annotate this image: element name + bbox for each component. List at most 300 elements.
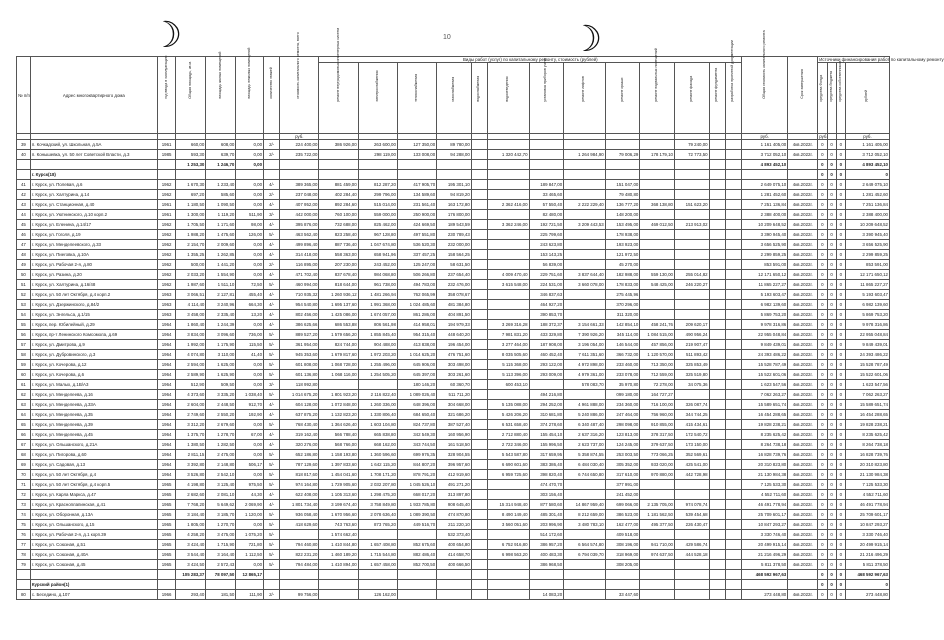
cell-area-np: 0,00 bbox=[236, 360, 264, 370]
cell-area-total: 3 544,40 bbox=[176, 550, 206, 560]
cell-fin-total: 3 330 746,40 bbox=[845, 530, 889, 540]
cell-floors: 4/- bbox=[264, 320, 280, 330]
cell-area-np: 0,00 bbox=[236, 380, 264, 390]
cell-year bbox=[157, 570, 175, 580]
cell-fin-total: 2 299 859,25 bbox=[845, 250, 889, 260]
cell-fin-2: 0 bbox=[827, 240, 836, 250]
cell-no: 80 bbox=[17, 590, 31, 600]
cell-year: 1965 bbox=[157, 500, 175, 510]
cell-work-7: 374 278,60 bbox=[529, 420, 564, 430]
cell-year: 1962 bbox=[157, 180, 175, 190]
cell-floors: 4/- bbox=[264, 500, 280, 510]
cell-work-6 bbox=[487, 160, 529, 170]
cell-fin-3: 0 bbox=[836, 560, 845, 570]
cell-area-res: 2 081,10 bbox=[206, 490, 236, 500]
cell-no: 59 bbox=[17, 360, 31, 370]
cell-area-res: 1 246,70 bbox=[206, 160, 236, 170]
cell-work-5 bbox=[471, 290, 487, 300]
cell-area-total: 1 355,25 bbox=[176, 250, 206, 260]
cell-work-7: 189 847,00 bbox=[529, 180, 564, 190]
table-row bbox=[17, 410, 890, 420]
cell-fin-total: 21 130 984,38 bbox=[845, 470, 889, 480]
cell-work-4 bbox=[437, 170, 472, 180]
cell-year: 1965 bbox=[157, 510, 175, 520]
cell-floors: 5/- bbox=[264, 520, 280, 530]
cell-date: 4кв.2022г. bbox=[788, 210, 818, 220]
cell-work-10 bbox=[640, 160, 675, 170]
cell-work-3: 536 520,30 bbox=[397, 240, 436, 250]
cell-work-9: 366 732,00 bbox=[605, 350, 640, 360]
cell-work-5 bbox=[471, 560, 487, 570]
cell-fin-2: 0 bbox=[827, 370, 836, 380]
header-c6: водоотведения bbox=[487, 63, 529, 134]
cell-total: 4 893 452,10 bbox=[742, 160, 788, 170]
table-row bbox=[17, 500, 890, 510]
cell-work-7: 390 853,70 bbox=[529, 310, 564, 320]
cell-area-total: 1 180,50 bbox=[176, 200, 206, 210]
cell-fin-3: 0 bbox=[836, 480, 845, 490]
cell-work-1: 1 072 848,00 bbox=[319, 400, 358, 410]
cell-fin-2: 0 bbox=[827, 440, 836, 450]
cell-fin-2: 0 bbox=[827, 150, 836, 160]
header-c11: ремонт фасада bbox=[674, 63, 709, 134]
cell-work-12 bbox=[709, 480, 725, 490]
cell-work-1: 1 460 189,20 bbox=[319, 550, 358, 560]
cell-work-11: 442 728,98 bbox=[674, 470, 709, 480]
cell-work-3 bbox=[397, 580, 436, 590]
cell-work-4: 414 658,70 bbox=[437, 550, 472, 560]
cell-date: 4кв.2022г. bbox=[788, 530, 818, 540]
cell-work-10 bbox=[640, 170, 675, 180]
cell-work-11: 213 913,02 bbox=[674, 220, 709, 230]
cell-work-9: 298 098,00 bbox=[605, 420, 640, 430]
cell-work-6: 6 531 658,40 bbox=[487, 420, 529, 430]
cell-area-np: 0,00 bbox=[236, 190, 264, 200]
cell-floors: 2/- bbox=[264, 190, 280, 200]
cell-work-10: 559 130,00 bbox=[640, 270, 675, 280]
cell-work-7: 188 372,37 bbox=[529, 320, 564, 330]
cell-work-9: 275 445,96 bbox=[605, 290, 640, 300]
cell-fin-total: 15 522 601,06 bbox=[845, 370, 889, 380]
cell-work-2 bbox=[358, 380, 397, 390]
cell-work-13 bbox=[725, 220, 741, 230]
cell-work-3: 684 650,40 bbox=[397, 410, 436, 420]
cell-fin-1: 0 bbox=[818, 540, 827, 550]
cell-work-9: 193 923,00 bbox=[605, 240, 640, 250]
cell-work-13 bbox=[725, 310, 741, 320]
cell-area-total: 593,30 bbox=[176, 150, 206, 160]
cell-work-5 bbox=[471, 160, 487, 170]
cell-work-8 bbox=[564, 590, 606, 600]
cell-fin-3: 0 bbox=[836, 500, 845, 510]
cell-work-10 bbox=[640, 240, 675, 250]
cell-area-res bbox=[206, 580, 236, 590]
cell-date bbox=[788, 570, 818, 580]
cell-work-7: 82 480,00 bbox=[529, 210, 564, 220]
cell-fin-1: 0 bbox=[818, 370, 827, 380]
cell-work-8: 2 637 316,20 bbox=[564, 430, 606, 440]
cell-work-12 bbox=[709, 390, 725, 400]
cell-fin-3: 0 bbox=[836, 570, 845, 580]
cell-date: 4кв.2022г. bbox=[788, 180, 818, 190]
cell-area-np: 0,00 bbox=[236, 440, 264, 450]
cell-work-8: 14 867 959,40 bbox=[564, 500, 606, 510]
cell-area-res: 5 649,62 bbox=[206, 500, 236, 510]
cell-work-7: 33 465,60 bbox=[529, 190, 564, 200]
cell-work-4: 303 261,60 bbox=[437, 370, 472, 380]
cell-address: г. Курск, ул. Менделеева, д.33А bbox=[30, 400, 157, 410]
cell-work-9: 146 544,00 bbox=[605, 340, 640, 350]
cell-fin-1: 0 bbox=[818, 340, 827, 350]
cell-work-10: 457 856,00 bbox=[640, 340, 675, 350]
cell-fin-2: 0 bbox=[827, 590, 836, 600]
cell-fin-1: 0 bbox=[818, 410, 827, 420]
cell-fin-total: 853 591,00 bbox=[845, 260, 889, 270]
cell-year: 1963 bbox=[157, 300, 175, 310]
table-row bbox=[17, 230, 890, 240]
cell-work-2: 1 260 336,00 bbox=[358, 400, 397, 410]
cell-work-11 bbox=[674, 300, 709, 310]
cell-address: г. Курск, ул. Халтурина, д.14 bbox=[30, 190, 157, 200]
cell-work-4: 476 751,60 bbox=[437, 350, 472, 360]
cell-work-13 bbox=[725, 450, 741, 460]
cell-sum bbox=[280, 170, 319, 180]
cell-work-11: 490 956,24 bbox=[674, 330, 709, 340]
cell-no: 67 bbox=[17, 440, 31, 450]
cell-fin-2: 0 bbox=[827, 510, 836, 520]
cell-date: 4кв.2022г. bbox=[788, 360, 818, 370]
cell-date bbox=[788, 580, 818, 590]
cell-fin-total: 8 235 625,42 bbox=[845, 430, 889, 440]
cell-fin-1: 0 bbox=[818, 450, 827, 460]
cell-fin-3: 0 bbox=[836, 250, 845, 260]
cell-year: 1964 bbox=[157, 450, 175, 460]
cell-fin-total: 7 062 263,27 bbox=[845, 390, 889, 400]
cell-work-11: 326 087,74 bbox=[674, 400, 709, 410]
cell-work-10: 1 120 570,00 bbox=[640, 350, 675, 360]
cell-work-7: 243 623,80 bbox=[529, 240, 564, 250]
cell-date: 4кв.2022г. bbox=[788, 440, 818, 450]
cell-total: 21 216 496,29 bbox=[742, 550, 788, 560]
cell-work-11 bbox=[674, 250, 709, 260]
cell-work-6: 2 722 346,00 bbox=[487, 440, 529, 450]
cell-fin-3: 0 bbox=[836, 150, 845, 160]
cell-sum: 314 418,00 bbox=[280, 250, 319, 260]
cell-work-5 bbox=[471, 440, 487, 450]
cell-fin-2: 0 bbox=[827, 380, 836, 390]
cell-fin-3: 0 bbox=[836, 340, 845, 350]
cell-fin-1: 0 bbox=[818, 550, 827, 560]
cell-sum: 768 430,40 bbox=[280, 420, 319, 430]
cell-fin-total: 1 623 547,56 bbox=[845, 380, 889, 390]
cell-area-np: 192,90 bbox=[236, 410, 264, 420]
cell-area-res: 1 119,20 bbox=[206, 210, 236, 220]
cell-fin-2: 0 bbox=[827, 460, 836, 470]
cell-work-1: 760 100,00 bbox=[319, 210, 358, 220]
cell-fin-total: 468 592 967,63 bbox=[845, 570, 889, 580]
cell-work-9 bbox=[605, 140, 640, 150]
cell-work-4: 230 789,43 bbox=[437, 230, 472, 240]
cell-work-10 bbox=[640, 590, 675, 600]
cell-work-11 bbox=[674, 160, 709, 170]
cell-address: г. Курск, ул. Пиеrовка, д.10А bbox=[30, 250, 157, 260]
cell-work-8 bbox=[564, 480, 606, 490]
cell-work-8: 6 340 487,40 bbox=[564, 420, 606, 430]
cell-work-13 bbox=[725, 350, 741, 360]
cell-floors: 5/- bbox=[264, 460, 280, 470]
cell-fin-3: 0 bbox=[836, 380, 845, 390]
cell-work-13 bbox=[725, 280, 741, 290]
cell-work-9: 233 460,00 bbox=[605, 360, 640, 370]
cell-fin-2: 0 bbox=[827, 330, 836, 340]
cell-fin-3: 0 bbox=[836, 320, 845, 330]
cell-work-7: 56 839,00 bbox=[529, 260, 564, 270]
table-row bbox=[17, 360, 890, 370]
cell-work-3: 337 457,25 bbox=[397, 250, 436, 260]
cell-fin-3: 0 bbox=[836, 390, 845, 400]
cell-fin-2: 0 bbox=[827, 450, 836, 460]
cell-date: 4кв.2022г. bbox=[788, 280, 818, 290]
header-address: Адрес многоквартирного дома bbox=[30, 57, 157, 134]
cell-fin-3: 0 bbox=[836, 140, 845, 150]
cell-work-12 bbox=[709, 330, 725, 340]
cell-sum: 499 896,40 bbox=[280, 240, 319, 250]
cell-area-np: 1 120,00 bbox=[236, 510, 264, 520]
cell-floors: 4/- bbox=[264, 410, 280, 420]
cell-no: 74 bbox=[17, 510, 31, 520]
cell-date: 4кв.2022г. bbox=[788, 260, 818, 270]
cell-work-3: 497 551,80 bbox=[397, 230, 436, 240]
cell-work-6: 3 269 316,28 bbox=[487, 320, 529, 330]
cell-fin-3: 0 bbox=[836, 510, 845, 520]
cell-fin-1: 0 bbox=[818, 200, 827, 210]
cell-work-11: 344 744,25 bbox=[674, 410, 709, 420]
cell-work-8 bbox=[564, 160, 606, 170]
header-area-total: Общая площадь, кв.м. bbox=[176, 57, 206, 134]
table-row bbox=[17, 440, 890, 450]
header-year: год ввода в эксплуатацию bbox=[157, 57, 175, 134]
cell-work-1: 1 695 137,60 bbox=[319, 300, 358, 310]
cell-work-7: 57 550,40 bbox=[529, 200, 564, 210]
cell-address: г. Курск, ул. Малых, д.1В/А3 bbox=[30, 380, 157, 390]
cell-work-6 bbox=[487, 580, 529, 590]
cell-no: 47 bbox=[17, 240, 31, 250]
cell-area-total: 1 805,00 bbox=[176, 520, 206, 530]
cell-total bbox=[742, 170, 788, 180]
cell-no: 51 bbox=[17, 280, 31, 290]
cell-work-3: 699 976,35 bbox=[397, 450, 436, 460]
cell-work-2 bbox=[358, 160, 397, 170]
cell-work-11: 151 623,20 bbox=[674, 200, 709, 210]
cell-fin-total: 15 589 651,74 bbox=[845, 400, 889, 410]
cell-date: 4кв.2022г. bbox=[788, 370, 818, 380]
header-c12: ремонт фундамента bbox=[709, 63, 725, 134]
cell-work-1 bbox=[319, 160, 358, 170]
cell-fin-2: 0 bbox=[827, 310, 836, 320]
table-row bbox=[17, 400, 890, 410]
cell-work-1: 1 132 823,20 bbox=[319, 410, 358, 420]
cell-work-9 bbox=[605, 160, 640, 170]
cell-work-3: 1 089 390,50 bbox=[397, 510, 436, 520]
cell-work-9: 233 078,00 bbox=[605, 370, 640, 380]
cell-work-6 bbox=[487, 210, 529, 220]
cell-total: 5 811 378,50 bbox=[742, 560, 788, 570]
cell-work-11: 72 773,50 bbox=[674, 150, 709, 160]
cell-fin-1: 0 bbox=[818, 260, 827, 270]
cell-work-2: 1 972 203,20 bbox=[358, 350, 397, 360]
cell-work-9: 377 991,00 bbox=[605, 480, 640, 490]
cell-work-8: 578 083,70 bbox=[564, 380, 606, 390]
cell-area-total: 3 066,51 bbox=[176, 290, 206, 300]
cell-work-7: 224 531,00 bbox=[529, 280, 564, 290]
cell-work-5 bbox=[471, 320, 487, 330]
header-c4: газоснабжения bbox=[437, 63, 472, 134]
cell-fin-total: 11 865 227,27 bbox=[845, 280, 889, 290]
cell-address: г. Курск, ул. Разина, д.20 bbox=[30, 270, 157, 280]
cell-area-total: 4 074,80 bbox=[176, 350, 206, 360]
table-row bbox=[17, 320, 890, 330]
cell-address: г. Курск, ул. Рабочая 2-я, д.1 корп.39 bbox=[30, 530, 157, 540]
cell-sum bbox=[280, 530, 319, 540]
cell-floors: 4/- bbox=[264, 290, 280, 300]
cell-work-8: 2 623 737,00 bbox=[564, 440, 606, 450]
cell-fin-3: 0 bbox=[836, 520, 845, 530]
cell-work-9: 409 518,00 bbox=[605, 530, 640, 540]
cell-fin-1: 0 bbox=[818, 570, 827, 580]
cell-total: 5 869 753,20 bbox=[742, 310, 788, 320]
cell-address: г. Курск, ул. Менделеева, д.35 bbox=[30, 410, 157, 420]
cell-floors: 5/- bbox=[264, 530, 280, 540]
cell-fin-2: 0 bbox=[827, 470, 836, 480]
cell-work-6: 6 998 563,20 bbox=[487, 550, 529, 560]
cell-work-1: 1 574 662,40 bbox=[319, 530, 358, 540]
cell-area-total: 4 114,40 bbox=[176, 300, 206, 310]
cell-work-11: 226 430,47 bbox=[674, 520, 709, 530]
cell-area-res: 585,60 bbox=[206, 190, 236, 200]
cell-work-7: 400 483,30 bbox=[529, 550, 564, 560]
cell-work-7: 317 659,95 bbox=[529, 450, 564, 460]
cell-work-9 bbox=[605, 580, 640, 590]
cell-area-total: 1 705,50 bbox=[176, 220, 206, 230]
cell-work-4: 400 666,50 bbox=[437, 560, 472, 570]
cell-fin-3: 0 bbox=[836, 530, 845, 540]
cell-year: 1964 bbox=[157, 370, 175, 380]
cell-work-5 bbox=[471, 530, 487, 540]
cell-work-12 bbox=[709, 460, 725, 470]
header-group-works: Виды работ (услуг) по капитальному ремонту, стоимость (рублей) bbox=[319, 57, 742, 63]
cell-area-np: 0,00 bbox=[236, 200, 264, 210]
cell-work-8 bbox=[564, 170, 606, 180]
cell-floors: 2/- bbox=[264, 590, 280, 600]
cell-date bbox=[788, 160, 818, 170]
cell-work-11: 34 075,36 bbox=[674, 380, 709, 390]
cell-fin-2: 0 bbox=[827, 300, 836, 310]
cell-sum: 418 629,60 bbox=[280, 520, 319, 530]
cell-work-10: 72 278,00 bbox=[640, 380, 675, 390]
cell-fin-3: 0 bbox=[836, 360, 845, 370]
cell-year: 1964 bbox=[157, 350, 175, 360]
cell-sum: 604 128,00 bbox=[280, 400, 319, 410]
cell-sum: 224 400,00 bbox=[280, 140, 319, 150]
cell-fin-1: 0 bbox=[818, 230, 827, 240]
cell-fin-2: 0 bbox=[827, 490, 836, 500]
cell-work-7: 303 156,40 bbox=[529, 490, 564, 500]
cell-fin-3: 0 bbox=[836, 260, 845, 270]
cell-work-7: 192 721,50 bbox=[529, 220, 564, 230]
cell-work-7: 346 837,63 bbox=[529, 290, 564, 300]
cell-work-6: 6 690 601,60 bbox=[487, 460, 529, 470]
cell-work-4: 60 360,70 bbox=[437, 380, 472, 390]
cell-work-5 bbox=[471, 350, 487, 360]
cell-total: 9 849 439,01 bbox=[742, 340, 788, 350]
cell-year: 1961 bbox=[157, 210, 175, 220]
cell-floors: 4/- bbox=[264, 400, 280, 410]
cell-work-12 bbox=[709, 400, 725, 410]
cell-work-8: 3 480 783,10 bbox=[564, 520, 606, 530]
unit-rub-f4: руб. bbox=[845, 134, 889, 140]
crescent-mark-right: ☽ bbox=[570, 19, 603, 60]
cell-fin-1: 0 bbox=[818, 280, 827, 290]
cell-sum: 116 895,00 bbox=[280, 260, 319, 270]
cell-work-10: 970 880,00 bbox=[640, 470, 675, 480]
cell-area-res: 1 244,39 bbox=[206, 320, 236, 330]
cell-fin-1: 0 bbox=[818, 440, 827, 450]
cell-fin-1: 0 bbox=[818, 560, 827, 570]
cell-work-13 bbox=[725, 140, 741, 150]
cell-work-11 bbox=[674, 290, 709, 300]
cell-work-13 bbox=[725, 150, 741, 160]
cell-address: г. Курск, ул. 50 лет Октября, д.4 корп.2 bbox=[30, 290, 157, 300]
cell-work-7: 398 820,40 bbox=[529, 470, 564, 480]
cell-work-7: 386 957,20 bbox=[529, 540, 564, 550]
cell-fin-total: 21 216 496,29 bbox=[845, 550, 889, 560]
cell-work-1: 743 763,60 bbox=[319, 520, 358, 530]
cell-address: Курский район(1) bbox=[30, 580, 157, 590]
cell-date: 4кв.2022г. bbox=[788, 470, 818, 480]
cell-work-5 bbox=[471, 550, 487, 560]
cell-total: 16 454 288,65 bbox=[742, 410, 788, 420]
cell-work-9: 151 047,00 bbox=[605, 180, 640, 190]
cell-floors: 5/- bbox=[264, 470, 280, 480]
cell-address: с. Беседино, д.107 bbox=[30, 590, 157, 600]
cell-work-10 bbox=[640, 180, 675, 190]
cell-work-11: 974 078,74 bbox=[674, 500, 709, 510]
cell-work-13 bbox=[725, 230, 741, 240]
cell-work-6 bbox=[487, 290, 529, 300]
cell-work-1: 1 260 936,12 bbox=[319, 290, 358, 300]
cell-work-3: 449 516,70 bbox=[397, 520, 436, 530]
cell-work-4: 237 654,40 bbox=[437, 270, 472, 280]
cell-year: 1965 bbox=[157, 550, 175, 560]
cell-area-res: 608,00 bbox=[206, 140, 236, 150]
cell-work-13 bbox=[725, 510, 741, 520]
cell-fin-total: 8 264 738,18 bbox=[845, 440, 889, 450]
cell-fin-2: 0 bbox=[827, 140, 836, 150]
header-sum: стоимость капитального ремонта, всего bbox=[280, 57, 319, 134]
cell-no: 71 bbox=[17, 480, 31, 490]
cell-no: 54 bbox=[17, 310, 31, 320]
cell-area-res: 2 335,40 bbox=[206, 310, 236, 320]
cell-work-10: 379 637,50 bbox=[640, 440, 675, 450]
cell-fin-2: 0 bbox=[827, 480, 836, 490]
cell-area-total: 3 184,40 bbox=[176, 510, 206, 520]
cell-area-np: 455,40 bbox=[236, 290, 264, 300]
cell-area-res: 2 009,60 bbox=[206, 240, 236, 250]
cell-work-5 bbox=[471, 470, 487, 480]
cell-work-1: 1 729 905,60 bbox=[319, 480, 358, 490]
cell-fin-3: 0 bbox=[836, 420, 845, 430]
cell-work-12 bbox=[709, 240, 725, 250]
